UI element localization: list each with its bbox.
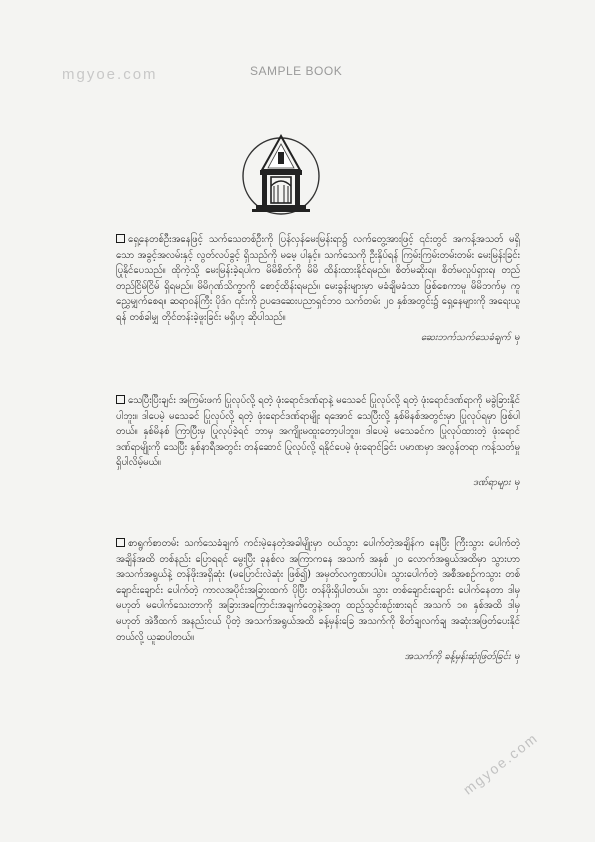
source-suffix: မှ — [514, 476, 520, 488]
quote-entry-2 — [116, 393, 520, 490]
checkbox-icon — [116, 234, 125, 243]
checkbox-icon — [116, 538, 125, 547]
quote-source: ဆေးဘက်သက်သေခံချက် — [420, 331, 511, 343]
quote-entry-1 — [116, 232, 520, 345]
quote-entry-3 — [116, 536, 520, 664]
source-suffix: မှ — [514, 331, 520, 343]
quote-text: စာရွက်စာတမ်း သက်သေခံချက် ကင်းမဲ့နေတဲ့အခါမျိုးမှာ ဝယ်သွား ပေါက်တဲ့အချိန်က နေပြီး ကြီးသွား ပေါက်တဲ့အချိန်အထိ တစ်နည်း ပြောရရင် မွေးပြီး ခုနစ်လ အကြာကနေ အသက် အနှစ် ၂၀ လောက်အရွယ်အထိမှာ သွားဟာ အသက်အရွယ်နဲ့ တန်ဖိုးအရှိဆုံး (မပြောင်းလဲဆုံး ဖြစ်၍) အမှတ်လက္ခဏာပါပဲ။ သွားပေါက်တဲ့ အစီအစဉ်ကသွား တစ်ချောင်းချောင်း ပေါက်တဲ့ ကာလအပိုင်းအခြားထက် ပိုပြီး တန်ဖိုးရှိပါတယ်။ သွား တစ်ချောင်းချောင်း ပေါက်နေတာ ဒါမှမဟုတ် မပေါက်သေးတာကို အခြားအကြောင်းအချက်တွေနဲ့အတူ ထည့်သွင်းစဉ်းစားရင် အသက် ၁၈ နှစ်အထိ ဒါမှမဟုတ် အဲဒီထက် အနည်းငယ် ပိုတဲ့ အသက်အရွယ်အထိ ခန့်မှန်းခြေ အသက်ကို စိတ်ချလက်ချ အဆုံးအဖြတ်ပေးနိုင်တယ်လို့ ယူဆပါတယ်။ — [116, 538, 520, 643]
quote-text: ရှေ့နေတစ်ဦးအနေဖြင့် သက်သေတစ်ဦးကို ပြန်လှန်မေးမြန်းရာ၌ လက်တွေ့အားဖြင့် ၎င်းတွင် အကန့်အသတ် မရှိသော အခွင့်အလမ်းနှင့် လွတ်လပ်ခွင့် ရှိသည်ကို မမေ့ ပါနှင့်။ သက်သေကို ဦးနှိပ်ရန် ကြမ်းကြမ်းတမ်းတမ်း မေးမြန်းခြင်း ပြုနိုင်ပေသည်။ ထိုကဲ့သို့ မေးမြန်းခဲ့ရပါက မိမိစိတ်ကို မိမိ ထိန်းထားနိုင်ရမည်။ စိတ်မဆိုးရ။ စိတ်မလှုပ်ရှားရ၊ တည်တည်ငြိမ်ငြိမ် ရှိရမည်။ မိမိဂုဏ်သိက္ခာကို စောင့်ထိန်းရမည်။ မေးခွန်းများမှာ မခံချိမခံသာ ဖြစ်စေကာမူ မိမိဘက်မှ ကူညွှေမျှက်စေရ။ ဆရာဝန်ကြီး ပိုဒ်ဂ ၎င်းကို ဥပဒေဆေးပညာရှင်ဘဝ သက်တမ်း ၂၀ နှစ်အတွင်း၌ ရှေ့နေများကို အရေးယူရန် တစ်ခါမျှ တိုင်တန်းခဲ့ဖူးခြင်း မရှိဟု ဆိုပါသည်။ — [116, 234, 520, 323]
diagonal-watermark: mgyoe.com — [460, 729, 542, 798]
quote-text: သေပြီးပြီးချင်း အကြမ်းဖက် ပြုလုပ်လို့ ရတဲ့ ဖုံးရောင်ဒဏ်ရာနဲ့ မသေခင် ပြုလုပ်လို့ ရတဲ့ ဖုံးရောင်ဒဏ်ရာကို မခွဲခြားနိုင်ပါဘူး။ ဒါပေမဲ့ မသေခင် ပြုလုပ်လို့ ရတဲ့ ဖုံးရောင်ဒဏ်ရာမျိုး ရအောင် သေပြီးလို့ နှစ်မိနစ်အတွင်းမှာ ပြုလုပ်ရမှာ ဖြစ်ပါတယ်။ နှစ်မိနစ် ကြာပြီးမှ ပြုလုပ်ခဲ့ရင် ဘာမှ အကျိုးမထူးတော့ပါဘူး။ ဒါပေမဲ့ မသေခင်က ပြုလုပ်ထားတဲ့ ဖုံးရောင် ဒဏ်ရာမျိုးကို သေပြီး နှစ်နာရီအတွင်း တန်ဆောင် ပြုလုပ်လို့ ရနိုင်ပေမဲ့ ဖုံးရောင်ခြင်း ပမာဏမှာ အလွန်တရာ ကန့်သတ်မှု ရှိပါလိမ့်မယ်။ — [116, 395, 520, 469]
site-watermark: mgyoe.com — [62, 66, 158, 83]
source-suffix: မှ — [514, 651, 520, 663]
quote-source: အသက်ကို ခန့်မှန်းဆုံးဖြတ်ခြင်း — [404, 651, 511, 663]
sample-book-label: SAMPLE BOOK — [250, 64, 343, 78]
checkbox-icon — [116, 395, 125, 404]
book-emblem-logo — [240, 130, 322, 216]
quote-source: ဒဏ်ရာများ — [473, 476, 511, 488]
